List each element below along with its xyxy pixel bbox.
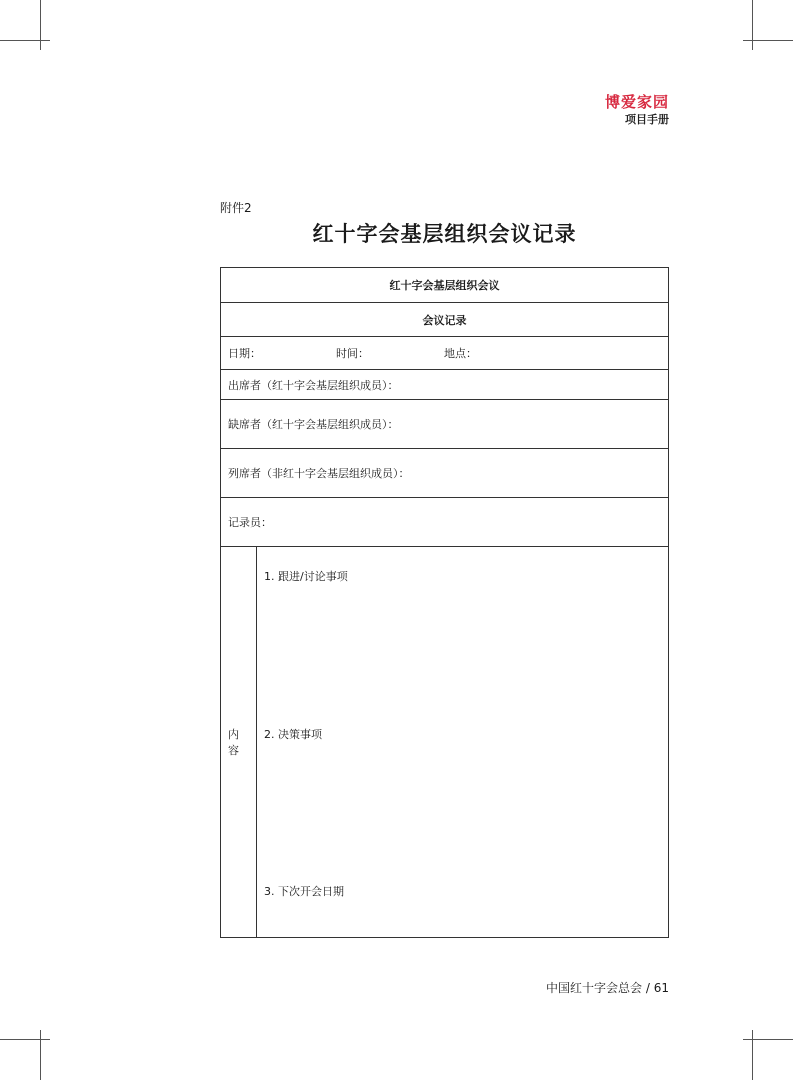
content-item-decisions: 2. 决策事项	[264, 728, 322, 741]
crop-mark	[0, 1039, 50, 1040]
recorder-row	[221, 498, 669, 547]
page-footer: 中国红十字会总会 / 61	[546, 981, 669, 995]
page-title: 红十字会基层组织会议记录	[312, 222, 577, 246]
crop-mark	[40, 0, 41, 50]
observers-label: 列席者（非红十字会基层组织成员）：	[228, 467, 410, 480]
crop-mark	[40, 1030, 41, 1080]
attendees-label: 出席者（红十字会基层组织成员）：	[228, 378, 399, 392]
attendees-field[interactable]	[221, 370, 669, 400]
brand-title: 博爱家园	[604, 93, 669, 111]
recorder-field[interactable]	[221, 498, 669, 547]
attachment-label: 附件2	[220, 201, 252, 215]
observers-field[interactable]	[221, 449, 669, 498]
crop-mark	[752, 1030, 753, 1080]
content-row	[221, 547, 669, 938]
brand-header	[605, 93, 669, 128]
crop-mark	[0, 40, 50, 41]
absentees-field[interactable]	[221, 400, 669, 449]
recorder-label: 记录员：	[228, 516, 272, 529]
record-heading: 会议记录	[221, 303, 669, 337]
content-item-followup: 1. 跟进/讨论事项	[264, 570, 348, 583]
brand-subtitle: 项目手册	[625, 113, 669, 126]
place-label: 地点：	[444, 347, 477, 360]
time-label: 时间：	[336, 347, 369, 360]
org-heading: 红十字会基层组织会议	[221, 268, 669, 303]
absentees-label: 缺席者（红十字会基层组织成员）：	[228, 418, 399, 431]
date-time-place-row	[221, 337, 669, 370]
content-label: 内容	[221, 547, 257, 938]
observers-row	[221, 449, 669, 498]
record-heading-row	[221, 303, 669, 337]
crop-mark	[752, 0, 753, 50]
content-item-next-meeting: 3. 下次开会日期	[264, 885, 344, 898]
meeting-record-form	[220, 267, 669, 938]
date-time-place-cell[interactable]	[221, 337, 669, 370]
content-field[interactable]	[257, 547, 669, 938]
content-items	[257, 547, 668, 936]
absentees-row	[221, 400, 669, 449]
crop-mark	[743, 1039, 793, 1040]
crop-mark	[743, 40, 793, 41]
date-label: 日期：	[228, 347, 261, 360]
attendees-row	[221, 370, 669, 400]
org-heading-row	[221, 268, 669, 303]
